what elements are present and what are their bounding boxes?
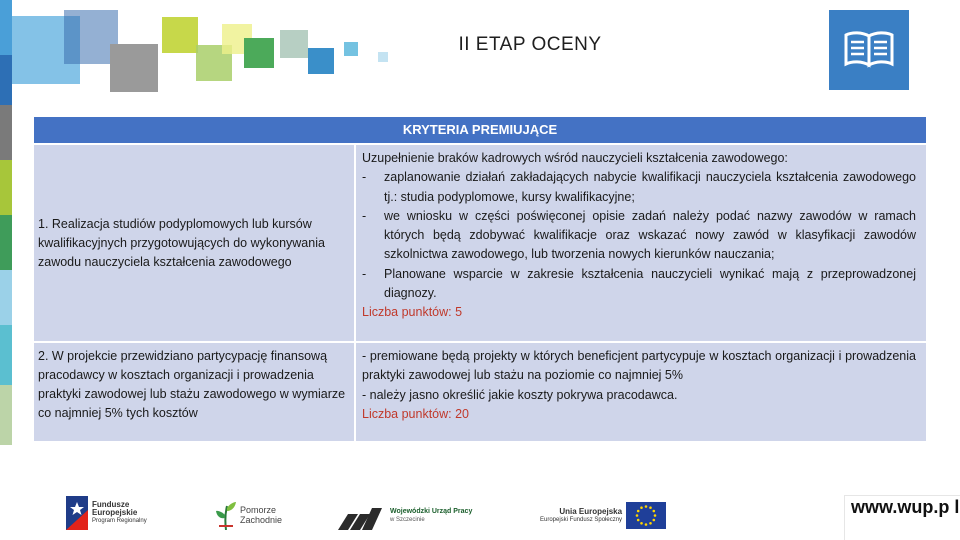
- logo-unia-europejska: Unia Europejska Europejski Fundusz Społeczny: [540, 502, 666, 529]
- list-item-text: zaplanowanie działań zakładających nabycie kwalifikacji nauczyciela kształcenia zawodowego tj.: studia podyplomowe, kursy kwalifikacyjne;: [384, 170, 916, 204]
- logo-wup-szczecin: Wojewódzki Urząd Pracy w Szczecinie: [338, 502, 472, 530]
- list-item-text: Planowane wsparcie w zakresie kształcenia nauczycieli wynikać mają z przeprowadzonej diagnozy.: [384, 266, 916, 301]
- table-row: [34, 145, 926, 343]
- stairs-icon: [338, 502, 386, 530]
- points-label: Liczba punktów: 5: [362, 305, 463, 320]
- list-item: - Planowane wsparcie w zakresie kształcenia nauczycieli wynikać mają z przeprowadzonej diagnozy.: [362, 265, 916, 304]
- description-cell: [356, 343, 926, 441]
- table-row: [34, 343, 926, 443]
- logo-fundusze-europejskie: Fundusze Europejskie Program Regionalny: [66, 496, 147, 530]
- description-cell: [356, 145, 926, 341]
- criterion-text: 2. W projekcie przewidziano partycypację finansową pracodawcy w kosztach organizacji i prowadzenia praktyki zawodowej lub stażu zawodowego w wymiarze co najmniej 5% tych kosztów: [38, 349, 346, 420]
- criterion-text: 1. Realizacja studiów podyplomowych lub kursów kwalifikacyjnych przygotowujących do wykonywania zawodu nauczyciela kształcenia zawodowego: [38, 216, 325, 269]
- criterion-cell: [34, 343, 356, 441]
- leaf-icon: [215, 500, 237, 530]
- eu-flag-icon: [626, 502, 666, 529]
- description-intro: Uzupełnienie braków kadrowych wśród nauczycieli kształcenia zawodowego:: [362, 151, 788, 165]
- table-header: KRYTERIA PREMIUJĄCE: [34, 117, 926, 145]
- fe-flag-icon: [66, 496, 88, 530]
- logo-pomorze-zachodnie: Pomorze Zachodnie: [215, 500, 282, 530]
- book-icon: [842, 28, 896, 72]
- list-item-text: we wniosku w części poświęconej opisie zadań należy podać nazwy zawodów w ramach których będą zdobywać kwalifikacje oraz wskazać nowy zawód w klasyfikacji zawodów szkolnictwa zawodowego, lub tworzenia nowych kierunków nauczania;: [384, 208, 916, 262]
- list-item: - zaplanowanie działań zakładających nabycie kwalifikacji nauczyciela kształcenia zawodowego tj.: studia podyplomowe, kursy kwalifikacyjne;: [362, 168, 916, 207]
- criteria-table: [34, 117, 926, 443]
- book-icon-tile: [829, 10, 909, 90]
- points-label: Liczba punktów: 20: [362, 406, 470, 421]
- page-title: II ETAP OCENY: [458, 34, 602, 55]
- description-line: - premiowane będą projekty w których beneficjent partycypuje w kosztach organizacji i prowadzenia praktyki zawodowej lub stażu na poziomie co najmniej 5%: [362, 349, 916, 383]
- description-line: - należy jasno określić jakie koszty pokrywa pracodawca.: [362, 387, 678, 402]
- website-link[interactable]: www.wup.p l: [845, 496, 960, 540]
- list-item: - we wniosku w części poświęconej opisie zadań należy podać nazwy zawodów w ramach których będą zdobywać kwalifikacje oraz wskazać nowy zawód w klasyfikacji zawodów szkolnictwa zawodowego, lub tworzenia nowych kierunków nauczania;: [362, 207, 916, 265]
- footer-logos: [0, 490, 960, 540]
- criterion-cell: [34, 145, 356, 341]
